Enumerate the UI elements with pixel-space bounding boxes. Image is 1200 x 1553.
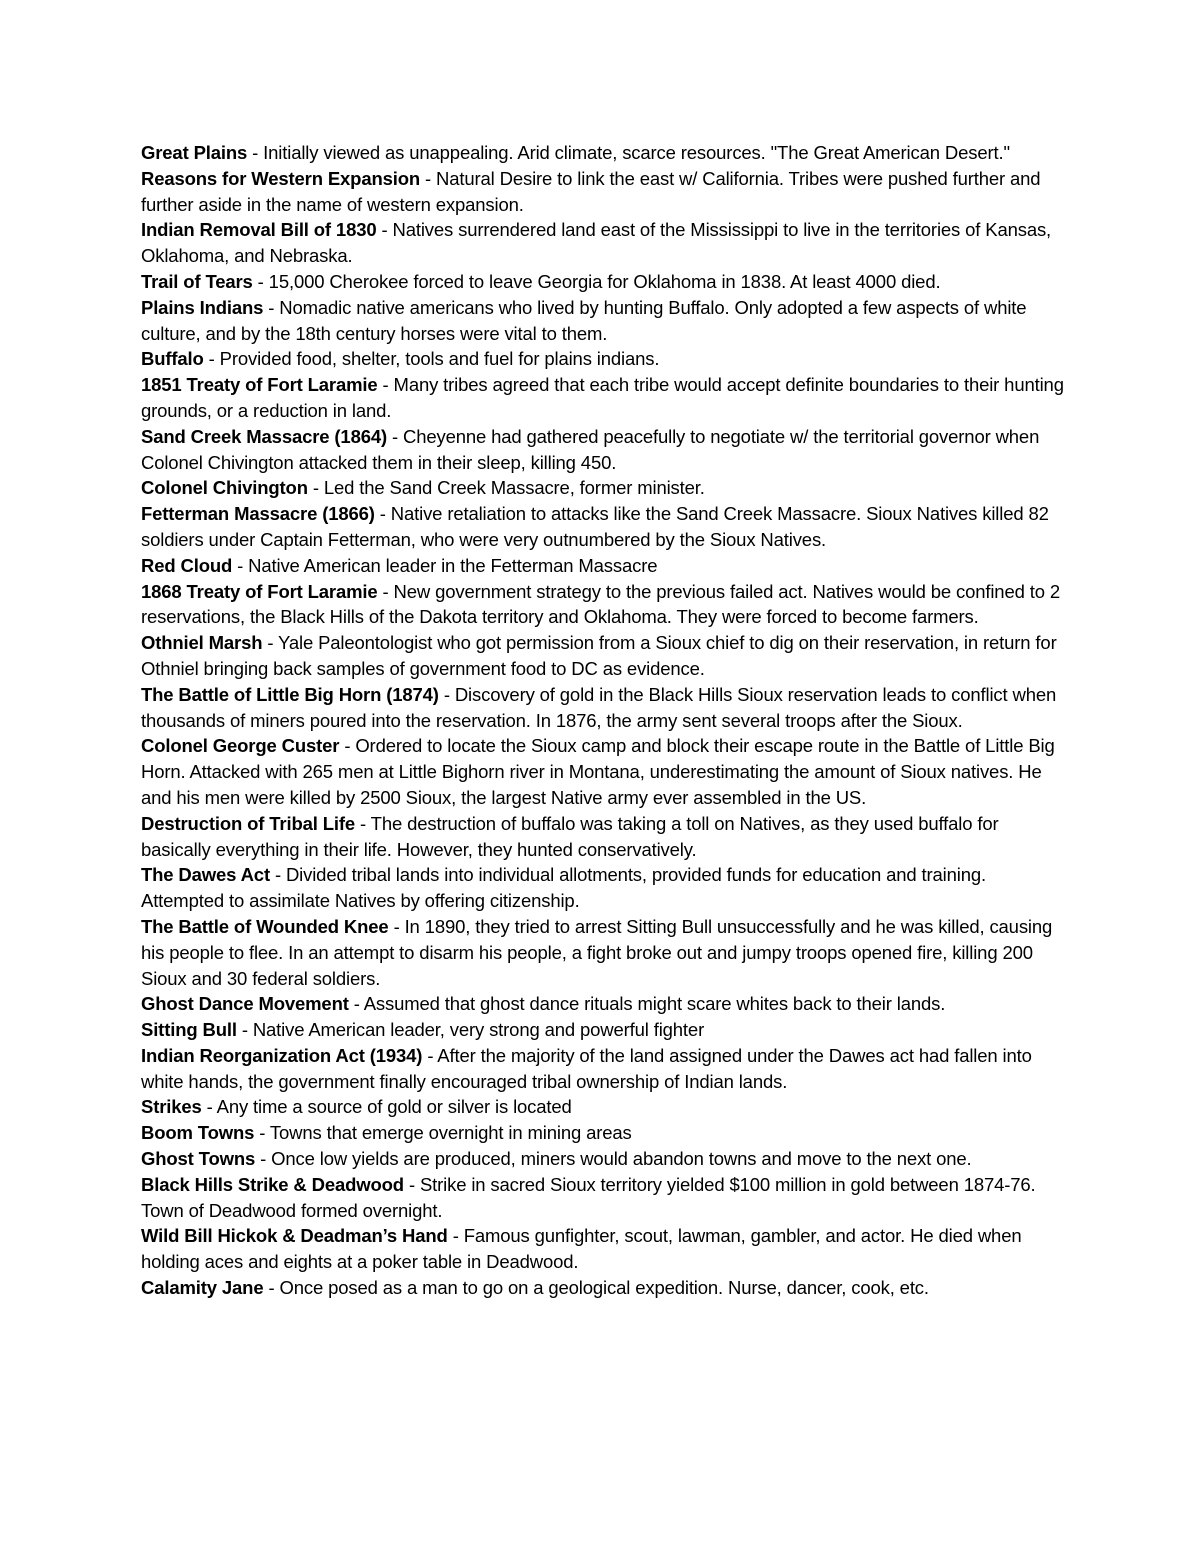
entry-term: Sand Creek Massacre (1864) (141, 425, 387, 447)
entry-term: 1851 Treaty of Fort Laramie (141, 374, 378, 396)
entry-calamity-jane (141, 1275, 1071, 1301)
entry-battle-little-big-horn (141, 682, 1071, 734)
entry-reasons-for-western-expansion (141, 166, 1071, 218)
entry-colonel-george-custer (141, 733, 1071, 810)
entry-definition: - Once low yields are produced, miners would abandon towns and move to the next one. (255, 1148, 972, 1170)
entry-trail-of-tears (141, 269, 1071, 295)
entry-term: Red Cloud (141, 554, 233, 576)
entry-definition: - Nomadic native americans who lived by hunting Buffalo. Only adopted a few aspects of white culture, and by the 18th century horses were vital to them. (141, 296, 1027, 344)
entry-great-plains (141, 140, 1071, 166)
entry-definition: - Discovery of gold in the Black Hills Sioux reservation leads to conflict when thousands of miners poured into the reservation. In 1876, the army sent several troops after the Sioux. (141, 683, 1057, 731)
entry-definition: - Led the Sand Creek Massacre, former minister. (307, 477, 705, 499)
entry-definition: - The destruction of buffalo was taking a toll on Natives, as they used buffalo for basically everything in their life. However, they hunted conservatively. (141, 812, 999, 860)
entry-definition: - Natural Desire to link the east w/ California. Tribes were pushed further and further aside in the name of western expansion. (141, 167, 1041, 215)
entry-boom-towns (141, 1120, 1071, 1146)
entry-definition: - In 1890, they tried to arrest Sitting Bull unsuccessfully and he was killed, causing his people to flee. In an attempt to disarm his people, a fight broke out and jumpy troops opened fire, killing 200 Sioux and 30 federal soldiers. (141, 915, 1053, 989)
entry-definition: - Initially viewed as unappealing. Arid climate, scarce resources. "The Great American Desert." (247, 142, 1010, 163)
entry-definition: - Native American leader, very strong and powerful fighter (236, 1019, 705, 1041)
entry-term: Indian Removal Bill of 1830 (141, 219, 377, 241)
entry-definition: - Natives surrendered land east of the Mississippi to live in the territories of Kansas, Oklahoma, and Nebraska. (141, 219, 1052, 267)
entry-term: Strikes (141, 1096, 202, 1118)
entry-definition: - Many tribes agreed that each tribe would accept definite boundaries to their hunting grounds, or a reduction in land. (141, 374, 1064, 421)
entry-definition: - After the majority of the land assigned under the Dawes act had fallen into white hands, the government finally encouraged tribal ownership of Indian lands. (141, 1044, 1032, 1092)
entry-term: Great Plains (141, 142, 248, 163)
entry-term: The Dawes Act (141, 864, 275, 886)
entry-term: The Battle of Little Big Horn (1874) (141, 683, 439, 705)
entry-definition: - Native retaliation to attacks like the Sand Creek Massacre. Sioux Natives killed 82 soldiers under Captain Fetterman, who were very outnumbered by the Sioux Natives. (141, 503, 1049, 550)
entry-1868-treaty (141, 579, 1071, 631)
entry-indian-reorganization-act (141, 1043, 1071, 1095)
entry-indian-removal-bill (141, 217, 1071, 269)
entry-term: Colonel Chivington (141, 477, 308, 499)
entry-term: Ghost Dance Movement (141, 993, 349, 1015)
entry-term: Destruction of Tribal Life (141, 812, 356, 834)
entry-definition: - Towns that emerge overnight in mining areas (254, 1122, 632, 1144)
entry-term: Sitting Bull (141, 1019, 237, 1041)
entry-plains-indians (141, 295, 1071, 347)
entry-definition: - 15,000 Cherokee forced to leave Georgia for Oklahoma in 1838. At least 4000 died. (252, 270, 941, 292)
entry-black-hills-strike (141, 1172, 1071, 1224)
entry-ghost-towns (141, 1146, 1071, 1172)
entry-term: 1868 Treaty of Fort Laramie (141, 580, 378, 602)
entry-term: Buffalo (141, 348, 204, 370)
entry-term: Indian Reorganization Act (1934) (141, 1044, 428, 1066)
entry-term: Trail of Tears (141, 270, 253, 292)
entry-ghost-dance-movement (141, 991, 1071, 1017)
entry-definition: - Cheyenne had gathered peacefully to negotiate w/ the territorial governor when Colonel Chivington attacked them in their sleep, killing 450. (141, 425, 1040, 473)
entry-term: The Battle of Wounded Knee (141, 915, 389, 937)
entry-term: Boom Towns (141, 1122, 255, 1144)
notes-body (141, 140, 1071, 1301)
entry-wild-bill-hickok (141, 1223, 1071, 1275)
entry-term: Wild Bill Hickok & Deadman’s Hand (141, 1225, 448, 1247)
entry-strikes (141, 1094, 1071, 1120)
entry-term: Calamity Jane (141, 1277, 264, 1299)
entry-destruction-tribal-life (141, 811, 1071, 863)
entry-buffalo (141, 346, 1071, 372)
entry-term: Colonel George Custer (141, 735, 340, 757)
entry-red-cloud (141, 553, 1071, 579)
entry-term: Black Hills Strike & Deadwood (141, 1173, 404, 1195)
entry-definition: - Once posed as a man to go on a geological expedition. Nurse, dancer, cook, etc. (263, 1277, 929, 1299)
entry-term: Reasons for Western Expansion (141, 167, 421, 189)
entry-dawes-act (141, 862, 1071, 914)
entry-colonel-chivington (141, 475, 1071, 501)
entry-term: Ghost Towns (141, 1148, 256, 1170)
entry-term: Plains Indians (141, 296, 264, 318)
entry-definition: - Famous gunfighter, scout, lawman, gambler, and actor. He died when holding aces and eights at a poker table in Deadwood. (141, 1225, 1022, 1273)
entry-definition: - Native American leader in the Fetterman Massacre (232, 554, 658, 576)
entry-sand-creek-massacre (141, 424, 1071, 476)
entry-definition: - Any time a source of gold or silver is located (201, 1096, 572, 1118)
entry-term: Fetterman Massacre (1866) (141, 503, 375, 525)
entry-definition: - Strike in sacred Sioux territory yielded $100 million in gold between 1874-76. Town of Deadwood formed overnight. (141, 1173, 1036, 1221)
entry-fetterman-massacre (141, 501, 1071, 553)
entry-battle-wounded-knee (141, 914, 1071, 991)
entry-term: Othniel Marsh (141, 632, 263, 654)
entry-1851-treaty (141, 372, 1071, 424)
entry-definition: - Ordered to locate the Sioux camp and block their escape route in the Battle of Little Big Horn. Attacked with 265 men at Little Bighorn river in Montana, underestimating the amount of Sioux natives. He and his men were killed by 2500 Sioux, the largest Native army ever assembled in the US. (141, 735, 1055, 808)
entry-definition: - New government strategy to the previous failed act. Natives would be confined to 2 reservations, the Black Hills of the Dakota territory and Oklahoma. They were forced to become farmers. (141, 580, 1060, 628)
entry-definition: - Yale Paleontologist who got permission from a Sioux chief to dig on their reservation, in return for Othniel bringing back samples of government food to DC as evidence. (141, 632, 1057, 679)
entry-definition: - Assumed that ghost dance rituals might scare whites back to their lands. (348, 993, 946, 1015)
entry-sitting-bull (141, 1017, 1071, 1043)
entry-definition: - Provided food, shelter, tools and fuel for plains indians. (203, 348, 660, 370)
entry-othniel-marsh (141, 630, 1071, 682)
entry-definition: - Divided tribal lands into individual allotments, provided funds for education and training. Attempted to assimilate Natives by offering citizenship. (141, 864, 987, 912)
